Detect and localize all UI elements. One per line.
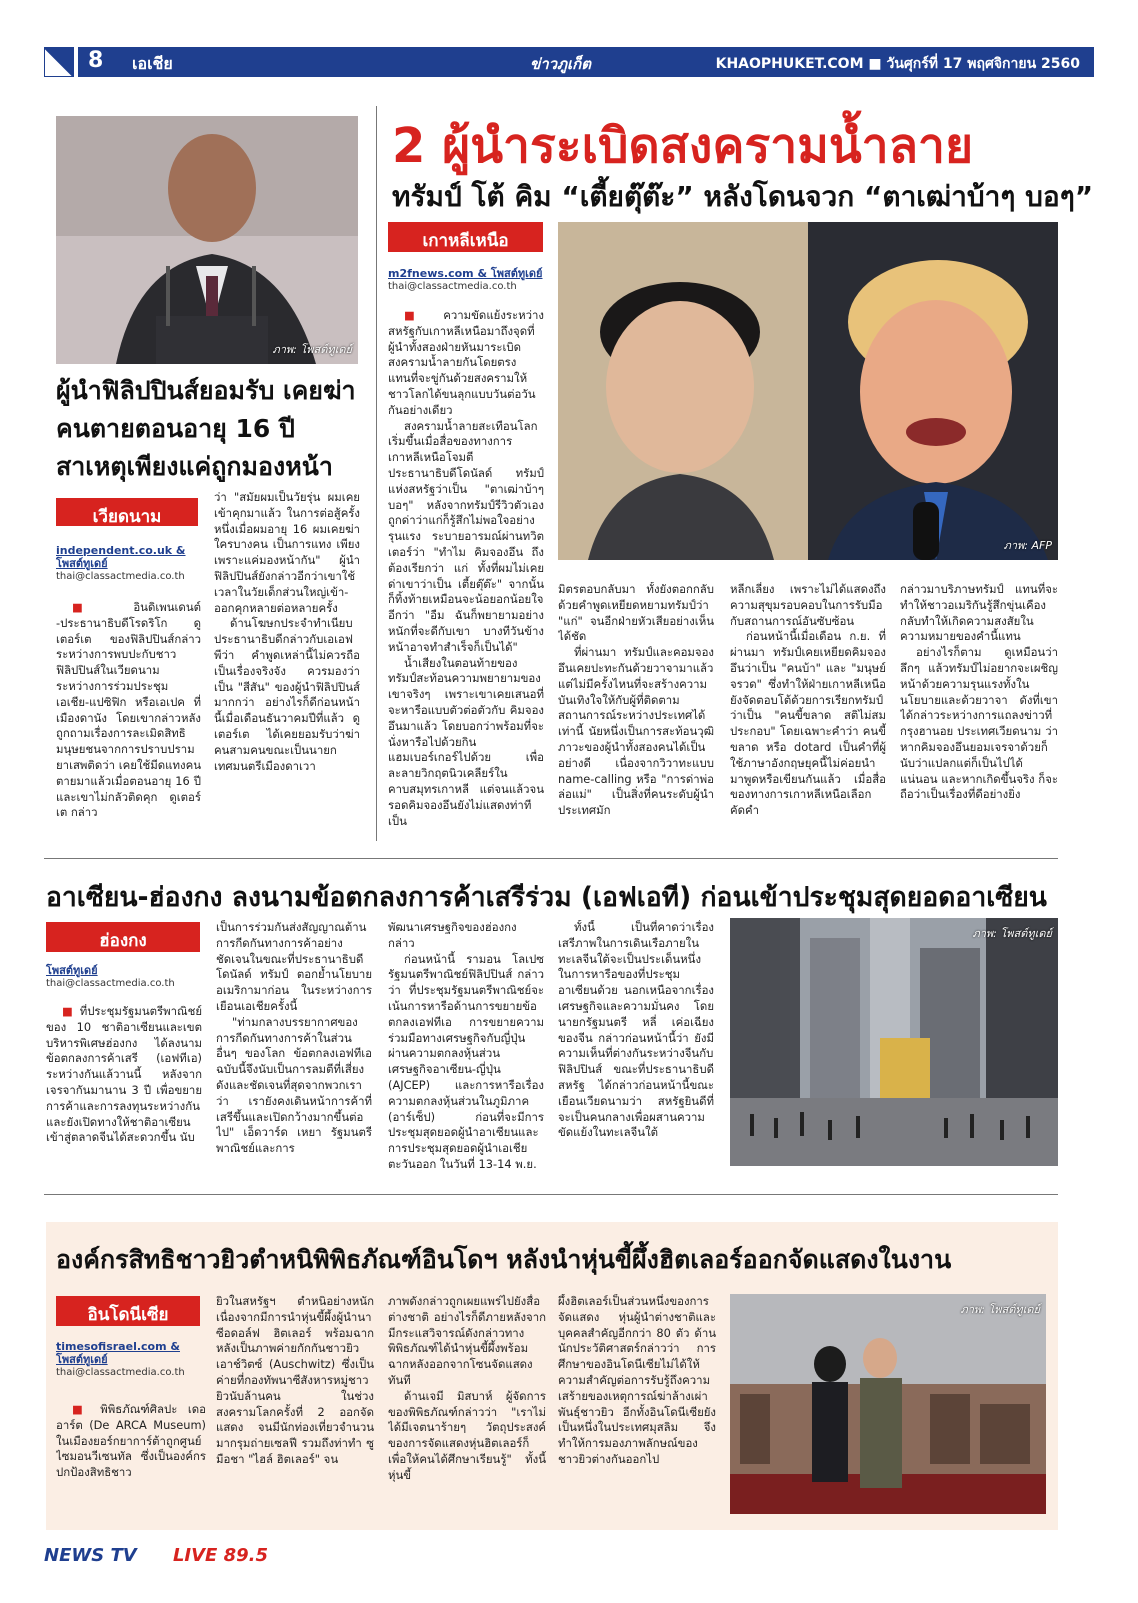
asean-headline: อาเซียน-ฮ่องกง ลงนามข้อตกลงการค้าเสรีร่วม (เอฟเอที) ก่อนเข้าประชุมสุดยอดอาเซียน <box>46 882 1047 913</box>
news-tv-logo: NEWS TV <box>44 1545 137 1566</box>
asean-byline <box>46 964 196 990</box>
byline-source: m2fnews.com & โพสต์ทูเดย์ <box>388 267 543 280</box>
page-footer <box>44 1545 298 1566</box>
indonesia-col-1: ■ พิพิธภัณฑ์ศิลปะ เดอ อาร์ต (De ARCA Museum) ในเมืองยอร์กยาการ์ต้าถูกศูนย์ไซมอนวีเซนทัล ซึ่งเป็นองค์กรปกป้องสิทธิชาว <box>56 1402 206 1520</box>
indonesia-byline <box>56 1340 206 1379</box>
photo-caption: ภาพ: โพสต์ทูเดย์ <box>272 343 352 356</box>
section-name: เอเชีย <box>132 54 173 73</box>
main-col-1: ■ ความขัดแย้งระหว่างสหรัฐกับเกาหลีเหนือมาถึงจุดที่ผู้นำทั้งสองฝ่ายหันมาระเบิดสงครามน้ำลายกันโดยตรง แทนที่จะขู่กันด้วยสงครามให้ชาวโลกได้ขนลุกแบบวันต่อวันกันอย่างเดียว สงครามน้ำลายสะเทือนโลกเริ่มขึ้นเมื่อสื่อของทางการเกาหลีเหนือโจมตี ประธานาธิบดีโดนัลด์ ทรัมป์ แห่งสหรัฐว่าเป็น "ตาเฒ่าบ้าๆ บอๆ" หลังจากทรัมป์รีวิวตัวเองถูกด่าว่าแก่ก็รู้สึกไม่พอใจอย่างรุนแรง ระบายอารมณ์ผ่านทวิตเตอร์ว่า "ทำไม คิมจองอึน ถึงต้องเรียกว่า แก่ ทั้งที่ผมไม่เคยด่าเขาว่าเป็น เตี้ยตุ๊ต๊ะ" จากนั้นก็ทิ้งท้ายเหมือนจะน้อยอกน้อยใจอีกว่า "อืม ฉันก็พยายามอย่างหนักที่จะดีกับเขา บางทีวันข้างหน้าอาจทำสำเร็จก็เป็นได้" น้ำเสียงในตอนท้ายของทรัมป์สะท้อนความพยายามของเขาจริงๆ เพราะเขาเคยเสนอที่จะหารือแบบตัวต่อตัวกับ คิมจองอึนมาแล้ว โดยบอกว่าพร้อมที่จะนั่งหารือไปด้วยกินแฮมเบอร์เกอร์ไปด้วย เพื่อละลายวิกฤตนิวเคลียร์ในคาบสมุทรเกาหลี แต่จนแล้วจนรอดคิมจองอึนยังไม่แสดงท่าทีเป็น <box>388 308 544 840</box>
indonesia-col-2: ยิวในสหรัฐฯ ตำหนิอย่างหนัก เนื่องจากมีการนำหุ่นขี้ผึ้งผู้นำนาซีอดอล์ฟ ฮิตเลอร์ พร้อมฉากหลังเป็นภาพค่ายกักกันชาวยิวเอาช์วิตซ์ (Auschwitz) ซึ่งเป็นค่ายที่กองทัพนาซีสังหารหมู่ชาวยิวนับล้านคน ในช่วงสงครามโลกครั้งที่ 2 ออกจัดแสดง จนมีนักท่องเที่ยวจำนวนมากรุมถ่ายเซลฟี รวมถึงท่าทำ ซูมือชา "ไฮล์ ฮิตเลอร์" จน <box>216 1294 374 1466</box>
byline-source: timesofisrael.com & โพสต์ทูเดย์ <box>56 1340 180 1366</box>
hitler-wax-photo <box>730 1294 1046 1514</box>
page-number: 8 <box>88 48 104 73</box>
left-col-2: ว่า "สมัยผมเป็นวัยรุ่น ผมเคยเข้าคุกมาแล้ว ในการต่อสู้ครั้งหนึ่งเมื่อผมอายุ 16 ผมเคยฆ่าใครบางคน เป็นการแทง เพียงเพราะแค่มองหน้ากัน" ผู้นำฟิลิปปินส์ยังกล่าวอีกว่าเขาใช้เวลาในวัยเด็กส่วนใหญ่เข้า-ออกคุกหลายต่อหลายครั้ง ด้านโฆษกประจำทำเนียบประธานาธิบดีกล่าวกับเอเอฟพีว่า คำพูดเหล่านี้ไม่ควรถือเป็นเรื่องจริงจัง ควรมองว่าเป็น "สีสัน" ของผู้นำฟิลิปปินส์มากกว่า อย่างไรก็ดีก่อนหน้านี้เมื่อเดือนธันวาคมปีที่แล้ว ดูเตอร์เต ได้เคยยอมรับว่าฆ่าคนสามคนขณะเป็นนายกเทศมนตรีเมืองดาเวา <box>214 490 360 773</box>
byline-source: โพสต์ทูเดย์ <box>46 964 98 977</box>
byline-email: thai@classactmedia.co.th <box>388 281 517 292</box>
main-col-3: หลีกเลี่ยง เพราะไม่ได้แสดงถึงความสุขุมรอบคอบในการรับมือกับสถานการณ์อันซับซ้อน ก่อนหน้านี้เมื่อเดือน ก.ย. ที่ผ่านมา ทรัมป์เคยเหยียดคิมจองอึนว่าเป็น "คนบ้า" และ "มนุษย์จรวด" ซึ่งทำให้ฝ่ายเกาหลีเหนือยังจัดตอบโต้ด้วยการเรียกทรัมป์ว่าเป็น "คนขี้ขลาด สติไม่สมประกอบ" โดยเฉพาะคำว่า คนขี้ขลาด หรือ dotard เป็นคำที่ผู้ใช้ภาษาอังกฤษยุคนี้ไม่ค่อยนำมาพูดหรือเขียนกันแล้ว เมื่อสื่อของทางการเกาหลีเหนือเลือกคัดคำ <box>730 582 886 818</box>
site-date: KHAOPHUKET.COM ■ วันศุกร์ที่ 17 พฤศจิกายน 2560 <box>715 56 1080 72</box>
section-label-indonesia: อินโดนีเซีย <box>56 1296 200 1326</box>
paper-logo: ข่าวภูเก็ต <box>530 55 591 73</box>
byline-source: independent.co.uk & โพสต์ทูเดย์ <box>56 544 186 570</box>
left-col-1: ■ อินดิเพนเดนต์ -ประธานาธิบดีโรดริโก ดูเตอร์เต ของฟิลิปปินส์กล่าวระหว่างการพบปะกับชาวฟิลิปปินส์ในเวียดนาม ระหว่างการร่วมประชุมเอเชีย-แปซิฟิก หรือเอเปค ที่เมืองดานัง โดยเขากล่าวหลังถูกถามเรื่องการละเมิดสิทธิมนุษยชนจากการปราบปรามยาเสพติดว่า เคยใช้มีดแทงคนตายมาแล้วเมื่อตอนอายุ 16 ปี และเขาไม่กลัวติดคุก ดูเตอร์เต กล่าว <box>56 600 201 830</box>
main-headline: 2 ผู้นำระเบิดสงครามน้ำลาย <box>392 118 974 174</box>
corner-mark-icon <box>44 47 74 77</box>
indonesia-col-3: ภาพดังกล่าวถูกเผยแพร่ไปยังสื่อต่างชาติ อย่างไรก็ดีภายหลังจากมีกระแสวิจารณ์ดังกล่าวทางพิพิธภัณฑ์ได้นำหุ่นขี้ผึ้งพร้อมฉากหลังออกจากโซนจัดแสดงทันที ด้านเจมี มิสบาห์ ผู้จัดการของพิพิธภัณฑ์กล่าวว่า "เราไม่ได้มีเจตนาร้ายๆ วัตถุประสงค์ของการจัดแสดงหุ่นฮิตเลอร์ก็เพื่อให้คนได้ศึกษาเรียนรู้" ทั้งนี้ หุ่นขี้ <box>388 1294 546 1482</box>
live-radio-logo: LIVE 89.5 <box>172 1545 269 1566</box>
asean-col-2: เป็นการร่วมกันส่งสัญญาณต้านการกีดกันทางการค้าอย่างชัดเจนในขณะที่ประธานาธิบดีโดนัลด์ ทรัมป์ ตอกย้ำนโยบายอเมริกามาก่อน ในระหว่างการเยือนเอเชียครั้งนี้ "ท่ามกลางบรรยากาศของการกีดกันทางการค้าในส่วนอื่นๆ ของโลก ข้อตกลงเอฟทีเอฉบับนี้จึงนับเป็นการลมตีที่เสี่ยงดังและชัดเจนที่สุดจากพวกเราว่า เรายังคงเดินหน้าการค้าที่เสรีขึ้นและเปิดกว้างมากขึ้นต่อไป" เอ็ดวาร์ด เหยา รัฐมนตรีพาณิชย์และการ <box>216 920 372 1156</box>
asean-col-4: ทั้งนี้ เป็นที่คาดว่าเรื่องเสรีภาพในการเดินเรือภายในทะเลจีนใต้จะเป็นประเด็นหนึ่งในการหารือของที่ประชุมอาเซียนด้วย นอกเหนือจากเรื่องเศรษฐกิจและความมั่นคง โดยนายกรัฐมนตรี หลี่ เค่อเฉียง ของจีน กล่าวก่อนหน้านี้ว่า ยังมีความเห็นที่ต่างกันระหว่างจีนกับฟิลิปปินส์ ขณะที่ประธานาธิบดีสหรัฐ ได้กล่าวก่อนหน้านี้ขณะเยือนเวียดนามว่า สหรัฐยินดีที่จะเป็นคนกลางเพื่อผสานความขัดแย้งในทะเลจีนใต้ <box>558 920 714 1140</box>
byline-email: thai@classactmedia.co.th <box>56 1367 185 1378</box>
asean-col-3: พัฒนาเศรษฐกิจของฮ่องกง กล่าว ก่อนหน้านี้ รามอน โลเปซ รัฐมนตรีพาณิชย์ฟิลิปปินส์ กล่าวว่า ที่ประชุมรัฐมนตรีพาณิชย์จะเน้นการหารือด้านการขยายข้อตกลงเอฟทีเอ การขยายความร่วมมือทางเศรษฐกิจกับญี่ปุ่นผ่านความตกลงหุ้นส่วนเศรษฐกิจอาเซียน-ญี่ปุ่น (AJCEP) และการหารือเรื่องความตกลงหุ้นส่วนในภูมิภาค (อาร์เซ็ป) ก่อนที่จะมีการประชุมสุดยอดผู้นำอาเซียนและการประชุมสุดยอดผู้นำเอเชียตะวันออก ในวันที่ 13-14 พ.ย. <box>388 920 544 1171</box>
main-subhead: ทรัมป์ โต้ คิม “เตี้ยตุ๊ต๊ะ” หลังโดนจวก “ตาเฒ่าบ้าๆ บอๆ” <box>392 180 1094 213</box>
photo-caption: ภาพ: AFP <box>1003 539 1052 552</box>
hong-kong-street-photo <box>730 918 1058 1166</box>
page-header <box>44 47 1094 77</box>
section-label-hong-kong: ฮ่องกง <box>46 922 200 952</box>
main-col-2: มิตรตอบกลับมา ทั้งยังตอกกลับด้วยคำพูดเหยียดหยามทรัมป์ว่า "แก่" จนอีกฝ่ายหัวเสียอย่างเห็นได้ชัด ที่ผ่านมา ทรัมป์และคอมจองอึนเคยปะทะกันด้วยวาจามาแล้ว แต่ไม่มีครั้งไหนที่จะสร้างความบันเทิงใจให้กับผู้ที่ติดตามสถานการณ์ระหว่างประเทศได้เท่านี้ นัยหนึ่งเป็นการสะท้อนวุฒิภาวะของผู้นำทั้งสองคนได้เป็นอย่างดี เนื่องจากวิวาทะแบบ name-calling หรือ "การด่าพ่อล่อแม่" เป็นสิ่งที่คนระดับผู้นำประเทศมัก <box>558 582 714 818</box>
section-divider <box>44 858 1058 859</box>
header-bar <box>78 47 1094 77</box>
byline-email: thai@classactmedia.co.th <box>56 571 185 582</box>
indonesia-headline: องค์กรสิทธิชาวยิวตำหนิพิพิธภัณฑ์อินโดฯ หลังนำหุ่นขี้ผึ้งฮิตเลอร์ออกจัดแสดงในงาน <box>56 1245 952 1274</box>
main-byline <box>388 267 548 293</box>
indonesia-col-4: ผึ้งฮิตเลอร์เป็นส่วนหนึ่งของการจัดแสดง หุ่นผู้นำต่างชาติและบุคคลสำคัญอีกกว่า 80 ตัว ด้านนักประวัติศาสตร์กล่าวว่า การศึกษาของอินโดนีเซียไม่ได้ให้ความสำคัญต่อการรับรู้ถึงความเสร้ายของเหตุการณ์ฆ่าล้างเผ่าพันธุ์ชาวยิว อีกทั้งอินโดนีเซียยังเป็นหนึ่งในประเทศมุสลิม จึงทำให้การมองภาพลักษณ์ของชาวยิวต่างกันออกไป <box>558 1294 716 1466</box>
asean-col-1: ■ ที่ประชุมรัฐมนตรีพาณิชย์ของ 10 ชาติอาเซียนและเขตบริหารพิเศษฮ่องกง ได้ลงนามข้อตกลงการค้าเสรี (เอฟทีเอ) ระหว่างกันแล้วานนี้ หลังจากเจรจากันมานาน 3 ปี เพื่อขยายการค้าและการลงทุนระหว่างกันและยังเปิดทางให้ชาติอาเซียนเข้าสู่ตลาดจีนได้สะดวกขึ้น นับ <box>46 1004 202 1172</box>
column-divider <box>376 106 377 841</box>
photo-caption: ภาพ: โพสต์ทูเดย์ <box>972 927 1052 940</box>
byline-email: thai@classactmedia.co.th <box>46 978 175 989</box>
left-headline: ผู้นำฟิลิปปินส์ยอมรับ เคยฆ่าคนตายตอนอายุ 16 ปี สาเหตุเพียงแค่ถูกมองหน้า <box>56 376 356 481</box>
photo-caption: ภาพ: โพสต์ทูเดย์ <box>960 1303 1040 1316</box>
main-col-4: กล่าวมาบริภาษทรัมป์ แทนที่จะทำให้ชาวอเมริกันรู้สึกขุ่นเคืองกลับทำให้เกิดความสงสัยในความหมายของคำนี้แทน อย่างไรก็ตาม ดูเหมือนว่าลึกๆ แล้วทรัมป์ไม่อยากจะเผชิญหน้าด้วยความรุนแรงทั้งในนโยบายและด้วยวาจา ดังที่เขาได้กล่าวระหว่างการแถลงข่าวที่กรุงฮานอย ประเทศเวียดนาม ว่า หากคิมจองอึนยอมเจรจาด้วยก็นับว่าแปลกแต่ก็เป็นไปได้แน่นอน และหากเกิดขึ้นจริง ก็จะถือว่าเป็นเรื่องที่ดีอย่างยิ่ง <box>900 582 1058 802</box>
duterte-photo <box>56 116 358 364</box>
kim-trump-photo <box>558 222 1058 560</box>
section-label-vietnam: เวียดนาม <box>56 498 198 526</box>
section-label-north-korea: เกาหลีเหนือ <box>388 222 543 252</box>
section-divider <box>44 1194 1058 1195</box>
left-byline <box>56 544 201 583</box>
